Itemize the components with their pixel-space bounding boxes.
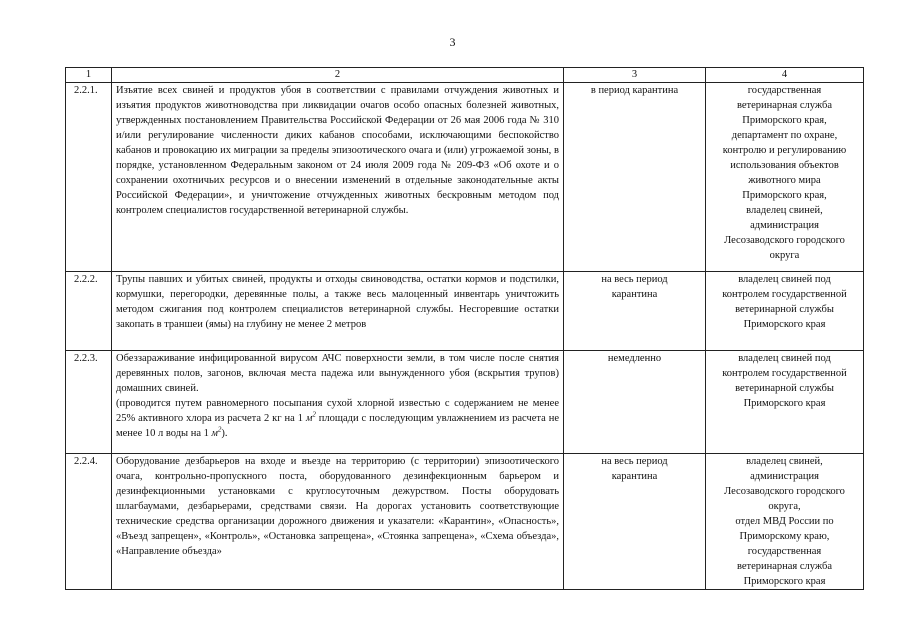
responsible-line: Приморского края,	[742, 115, 827, 126]
square-meter-unit	[305, 410, 316, 424]
header-cell-4: 4	[706, 68, 864, 83]
table-header-row	[66, 68, 864, 83]
table-row	[66, 272, 864, 351]
measure-description: Трупы павших и убитых свиней, продукты и отходы свиноводства, остатки кормов и подстилки, кормушки, перегородки, деревянные полы, а также весь малоценный инвентарь уничтожить методом сжигания под контролем специалистов ветеринарной службы. Несгоревшие остатки закопать в траншеи (ямы) на глубину не менее 2 метров	[112, 272, 564, 351]
responsible-line: администрация	[750, 471, 819, 482]
responsible-line: контролем государственной	[722, 289, 847, 300]
unit-exponent: 2	[312, 410, 316, 419]
measure-responsible	[706, 272, 864, 351]
responsible-line: администрация	[750, 220, 819, 231]
measure-responsible	[706, 351, 864, 454]
responsible-line: Приморского края	[743, 576, 826, 587]
responsible-line: животного мира	[748, 175, 821, 186]
measure-period: в период карантина	[564, 83, 706, 272]
measures-table	[65, 67, 864, 590]
period-line: карантина	[611, 471, 658, 482]
responsible-line: владелец свиней под	[738, 353, 831, 364]
header-cell-2: 2	[112, 68, 564, 83]
responsible-line: округа,	[768, 501, 801, 512]
measure-description	[112, 351, 564, 454]
responsible-line: контролю и регулированию	[722, 145, 847, 156]
responsible-line: владелец свиней,	[746, 456, 823, 467]
measure-period: немедленно	[564, 351, 706, 454]
responsible-line: Приморского края,	[742, 190, 827, 201]
measure-description: Оборудование дезбарьеров на входе и въезде на территорию (с территории) эпизоотического очага, контрольно-пропускного поста, оборудованного дезинфекционным барьером и дезинфекционными установками с круглосуточным дежурством. Посты оборудовать шлагбаумами, дезбарьерами, средствами связи. На дорогах установить соответствующие технические средства организации дорожного движения и указатели: «Карантин», «Опасность», «Въезд запрещен», «Контроль», «Остановка запрещена», «Стоянка запрещена», «Схема объезда», «Направление объезда»	[112, 454, 564, 590]
responsible-line: ветеринарной службы	[735, 383, 834, 394]
responsible-line: государственная	[747, 85, 822, 96]
responsible-line: Лесозаводского городского	[724, 486, 845, 497]
measure-description: Изъятие всех свиней и продуктов убоя в соответствии с правилами отчуждения животных и изъятия продуктов животноводства при ликвидации очагов особо опасных болезней животных, утвержденных постановлением Правительства Российской Федерации от 26 мая 2006 года № 310 и/или регулирование численности диких кабанов способами, исключающими беспокойство кабанов и провокацию их миграции за пределы эпизоотического очага и (или) угрожаемой зоны, в порядке, установленном Федеральным законом от 24 июля 2009 года № 209-ФЗ «Об охоте и о сохранении охотничьих ресурсов и о внесении изменений в отдельные законодательные акты Российской Федерации», и уничтожение отчужденных животных бескровным методом под контролем специалистов государственной ветеринарной службы.	[112, 83, 564, 272]
responsible-line: владелец свиней под	[738, 274, 831, 285]
responsible-line: ветеринарная служба	[736, 561, 833, 572]
responsible-line: использования объектов	[730, 160, 839, 171]
responsible-line: департамент по охране,	[731, 130, 838, 141]
responsible-line: государственная	[747, 546, 822, 557]
period-line: на весь период	[601, 456, 668, 467]
responsible-line: Лесозаводского городского	[724, 235, 845, 246]
measure-main-text: Обеззараживание инфицированной вирусом АЧС поверхности земли, в том числе после снятия деревянных полов, загонов, включая места падежа или вынужденного убоя (вскрытия трупов) домашних свиней.	[116, 353, 559, 394]
measure-note-part-2: площади с последующим увлажнением из расчета не менее 10 л воды на 1	[116, 413, 560, 439]
row-number: 2.2.4.	[66, 454, 112, 590]
responsible-line: ветеринарной службы	[735, 304, 834, 315]
measure-responsible	[706, 83, 864, 272]
square-meter-unit	[211, 425, 222, 439]
table-row	[66, 351, 864, 454]
responsible-line: Приморского края	[743, 398, 826, 409]
responsible-line: ветеринарная служба	[736, 100, 833, 111]
header-cell-3: 3	[564, 68, 706, 83]
measure-note-end: ).	[221, 428, 228, 439]
responsible-line: Приморского края	[743, 319, 826, 330]
row-number: 2.2.1.	[66, 83, 112, 272]
page-number: 3	[449, 35, 456, 49]
table-row	[66, 83, 864, 272]
responsible-line: отдел МВД России по	[735, 516, 834, 527]
header-cell-1: 1	[66, 68, 112, 83]
responsible-line: владелец свиней,	[746, 205, 823, 216]
row-number: 2.2.2.	[66, 272, 112, 351]
period-line: карантина	[611, 289, 658, 300]
period-line: на весь период	[601, 274, 668, 285]
measure-period	[564, 272, 706, 351]
responsible-line: округа	[769, 250, 800, 261]
responsible-line: контролем государственной	[722, 368, 847, 379]
measure-note-part-1: (проводится путем равномерного посыпания сухой хлорной известью с содержанием не менее 25% активного хлора из расчета 2 кг на 1	[116, 398, 559, 424]
table-row	[66, 454, 864, 590]
responsible-line: Приморскому краю,	[739, 531, 830, 542]
unit-exponent: 2	[217, 425, 222, 434]
unit-letter: м	[211, 428, 218, 439]
measure-period	[564, 454, 706, 590]
measure-responsible	[706, 454, 864, 590]
unit-letter: м	[305, 413, 313, 424]
row-number: 2.2.3.	[66, 351, 112, 454]
